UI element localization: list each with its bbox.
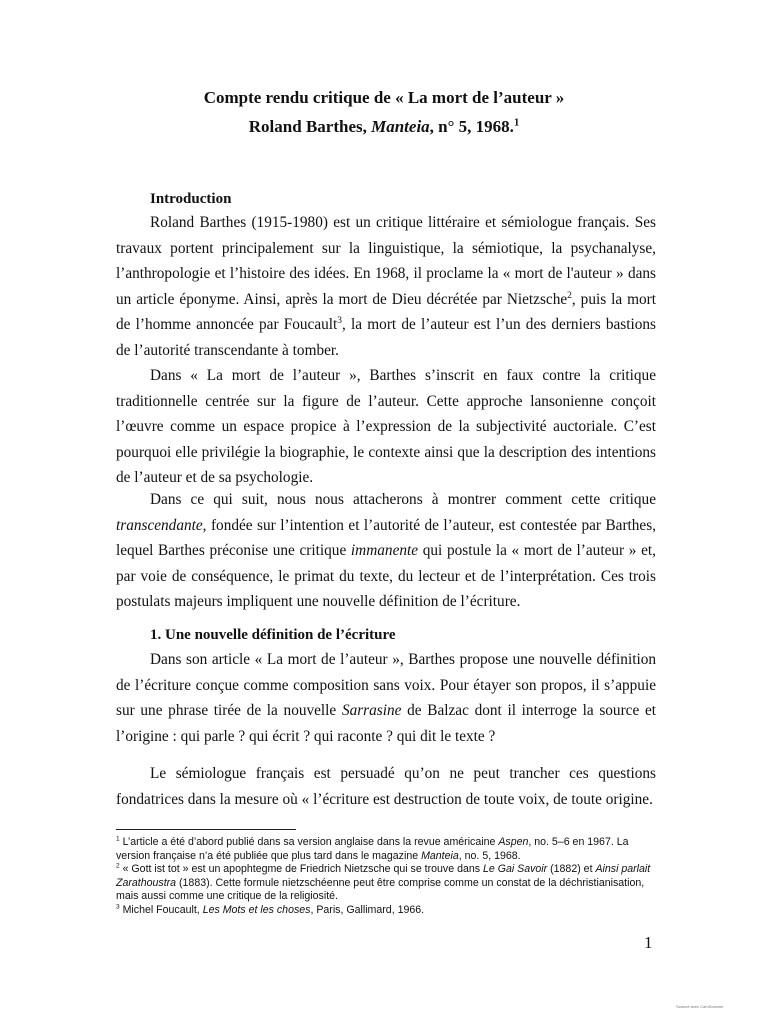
- document-subtitle: [0, 117, 768, 137]
- footnote-2-text-b: (1882) et: [547, 863, 596, 875]
- introduction-paragraph-1: [116, 210, 656, 364]
- footnote-3-text-b: , Paris, Gallimard, 1966.: [310, 903, 425, 916]
- s1-p1-emphasis-sarrasine: Sarrasine: [341, 702, 402, 720]
- footnote-1-emphasis-aspen: Aspen: [498, 836, 529, 848]
- intro-p3-emphasis-immanente: immanente: [350, 542, 419, 560]
- s1-p1-text-b: de Balzac dont il interroge la source et l’origine : qui parle ? qui écrit ? qui raconte ? qui dit le texte ?: [116, 702, 656, 745]
- footnote-3-number: 3: [116, 902, 120, 910]
- title-author: Roland Barthes,: [248, 117, 372, 136]
- intro-p3-text-a: Dans ce qui suit, nous nous attacherons à montrer comment cette critique: [150, 491, 656, 508]
- page-number: 1: [644, 933, 653, 952]
- footnote-3: [116, 904, 660, 918]
- intro-p3-text-c: qui postule la « mort de l’auteur » et, par voie de conséquence, le primat du texte, du lecteur et de l’interprétation. Ces trois postulats majeurs impliquent une nouvelle définition de l’écriture.: [116, 542, 656, 611]
- title-journal: Manteia: [371, 117, 430, 136]
- footnote-2-number: 2: [116, 862, 120, 870]
- footnote-1-emphasis-manteia: Manteia: [421, 849, 459, 862]
- introduction-paragraph-3: [116, 487, 656, 615]
- footnote-1-number: 1: [116, 835, 120, 843]
- footnote-2-emphasis-gai-savoir: Le Gai Savoir: [482, 863, 548, 875]
- introduction-heading: Introduction: [150, 191, 232, 207]
- title-line-1: Compte rendu critique de « La mort de l’auteur »: [203, 88, 565, 107]
- footnote-1-text-a: L’article a été d’abord publié dans sa version anglaise dans la revue américaine: [119, 836, 499, 848]
- footnote-2-text-a: « Gott ist tot » est un apophtegme de Friedrich Nietzsche qui se trouve dans: [119, 863, 483, 875]
- footnote-1-text-b: , no. 5–6 en 1967. La version française n’a été publiée que plus tard dans le magazine: [116, 836, 629, 862]
- intro-p3-emphasis-transcendante: transcendante: [116, 516, 203, 534]
- intro-p1-text-a: Roland Barthes (1915-1980) est un critique littéraire et sémiologue français. Ses travaux portent principalement sur la linguistique, la sémiotique, la psychanalyse, l’anthropologie et l’histoire des idées. En 1968, il proclame la « mort de l'auteur » dans un article éponyme. Ainsi, après la mort de Dieu décrétée par Nietzsche: [116, 214, 656, 308]
- footnote-ref-3[interactable]: 3: [337, 316, 343, 327]
- introduction-paragraph-2: Dans « La mort de l’auteur », Barthes s’inscrit en faux contre la critique traditionnelle centrée sur la figure de l’auteur. Cette approche lansonienne conçoit l’œuvre comme un espace propice à l’expression de la subjectivité auctoriale. C’est pourquoi elle privilégie la biographie, le contexte ainsi que la description des intentions de l’auteur et de sa psychologie.: [116, 367, 656, 487]
- section-1-paragraph-1: [116, 647, 656, 749]
- footnote-ref-1[interactable]: 1: [513, 117, 520, 129]
- footnote-2-emphasis-zarathoustra: Ainsi parlait Zarathoustra: [116, 863, 651, 889]
- footnote-1: [116, 836, 660, 863]
- document-title: [0, 88, 768, 108]
- footnote-ref-2[interactable]: 2: [567, 290, 572, 301]
- title-issue: , n° 5, 1968.: [429, 117, 514, 136]
- section-1-paragraph-2: Le sémiologue français est persuadé qu’on ne peut trancher ces questions fondatrices dans la mesure où « l’écriture est destruction de toute voix, de toute origine.: [116, 765, 656, 808]
- footnote-2: [116, 863, 660, 904]
- footnote-3-emphasis-mots-choses: Les Mots et les choses: [202, 903, 311, 916]
- s1-p1-text-a: Dans son article « La mort de l’auteur », Barthes propose une nouvelle définition de l’écriture conçue comme composition sans voix. Pour étayer son propos, il s’appuie sur une phrase tirée de la nouvelle: [116, 651, 656, 720]
- footnote-3-text-a: Michel Foucault,: [119, 903, 203, 916]
- footnotes: [116, 836, 660, 917]
- footnote-2-text-c: (1883). Cette formule nietzschéenne peut être comprise comme un constat de la déchristianisation, mais aussi comme une critique de la religiosité.: [116, 876, 645, 902]
- footnote-1-text-c: , no. 5, 1968.: [458, 849, 521, 862]
- scanner-watermark: Scanné avec CamScanner: [676, 1004, 724, 1009]
- section-1-heading: 1. Une nouvelle définition de l’écriture: [150, 627, 396, 643]
- intro-p3-text-b: , fondée sur l’intention et l’autorité de l’auteur, est contestée par Barthes, lequel Barthes préconise une critique: [116, 516, 656, 560]
- footnote-separator: [116, 829, 296, 830]
- intro-p1-text-b: , puis la mort de l’homme annoncée par Foucault: [116, 290, 656, 334]
- intro-p1-text-c: , la mort de l’auteur est l’un des derniers bastions de l’autorité transcendante à tomber.: [116, 316, 656, 359]
